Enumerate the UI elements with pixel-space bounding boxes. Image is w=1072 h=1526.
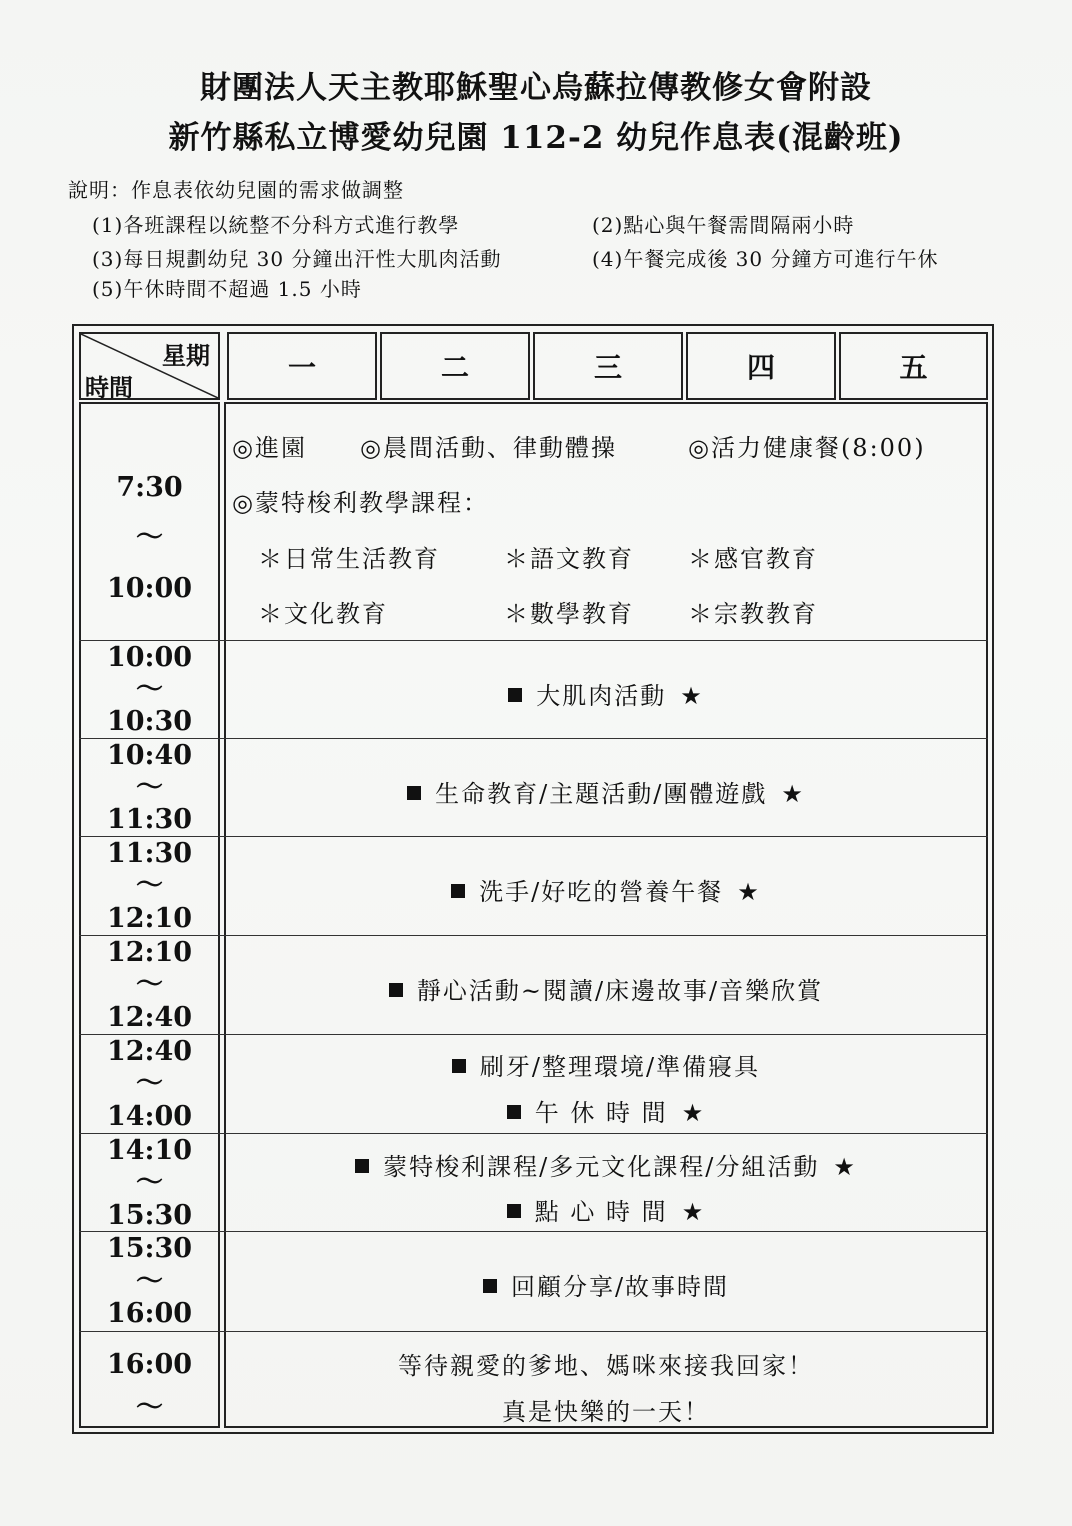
subject-item: ＊宗教教育 — [688, 600, 818, 628]
time-tilde: ～ — [136, 522, 163, 553]
square-bullet-icon — [483, 1279, 497, 1293]
time-end: 12:40 — [106, 1002, 193, 1033]
title-line-1: 財團法人天主教耶穌聖心烏蘇拉傳教修女會附設 — [200, 70, 872, 106]
time-tilde: ～ — [136, 674, 163, 705]
corner-header-cell — [79, 332, 220, 400]
square-bullet-icon — [452, 1059, 466, 1073]
day-header-mon: 一 — [227, 332, 377, 400]
activity-row — [224, 971, 988, 1006]
row-divider — [79, 1231, 988, 1232]
square-bullet-icon — [507, 1204, 521, 1218]
row-divider — [79, 1034, 988, 1035]
time-start: 12:40 — [106, 1036, 193, 1067]
square-bullet-icon — [355, 1159, 369, 1173]
row-divider — [79, 1133, 988, 1134]
row-divider — [79, 935, 988, 936]
activity-row — [224, 1047, 988, 1082]
square-bullet-icon — [508, 688, 522, 702]
day-header-fri: 五 — [839, 332, 988, 400]
time-end: 15:30 — [106, 1200, 193, 1231]
time-start: 15:30 — [106, 1233, 193, 1264]
time-tilde: ～ — [136, 1266, 163, 1297]
time-start: 11:30 — [106, 838, 193, 869]
row-divider — [79, 640, 988, 641]
time-end: 11:30 — [106, 804, 193, 835]
closing-message: 等待親愛的爹地、媽咪來接我回家！ — [398, 1352, 814, 1380]
time-start: 16:00 — [106, 1349, 193, 1380]
time-tilde: ～ — [136, 772, 163, 803]
corner-time-label: 時間 — [85, 373, 133, 402]
time-end: 14:00 — [106, 1101, 193, 1132]
time-start: 10:40 — [106, 740, 193, 771]
row-divider — [79, 1331, 988, 1332]
time-end: 10:30 — [106, 706, 193, 737]
time-end: 10:00 — [106, 573, 193, 604]
time-tilde: ～ — [136, 969, 163, 1000]
activity-row — [224, 1192, 988, 1227]
star-icon: ★ — [681, 1198, 706, 1226]
square-bullet-icon — [389, 983, 403, 997]
activity-row — [224, 774, 988, 809]
title-line-2: 新竹縣私立博愛幼兒園 112-2 幼兒作息表(混齡班) — [168, 120, 904, 156]
note-item: (2)點心與午餐需間隔兩小時 — [592, 213, 855, 237]
star-icon: ★ — [833, 1153, 857, 1181]
subject-item: ＊數學教育 — [504, 600, 634, 628]
subject-item: ＊日常生活教育 — [258, 545, 440, 573]
square-bullet-icon — [507, 1105, 521, 1119]
time-start: 12:10 — [106, 937, 193, 968]
corner-week-label: 星期 — [162, 341, 210, 370]
star-icon: ★ — [737, 878, 761, 906]
time-start: 7:30 — [116, 472, 183, 503]
row-divider — [79, 738, 988, 739]
day-header-thu: 四 — [686, 332, 836, 400]
time-end: 16:00 — [106, 1298, 193, 1329]
time-tilde: ～ — [136, 1392, 163, 1423]
activity-row — [224, 1093, 988, 1128]
day-header-wed: 三 — [533, 332, 683, 400]
activity-arrival: ◎進園 — [232, 434, 307, 462]
activity-row — [224, 676, 988, 711]
note-item: (4)午餐完成後 30 分鐘方可進行午休 — [592, 247, 939, 271]
time-tilde: ～ — [136, 1167, 163, 1198]
activity-label: 午 休 時 間 — [534, 1099, 668, 1127]
activity-label: 蒙特梭利課程/多元文化課程/分組活動 — [383, 1153, 820, 1181]
closing-message: 真是快樂的一天！ — [502, 1398, 710, 1426]
activity-label: 洗手/好吃的營養午餐 — [479, 878, 724, 906]
subject-item: ＊感官教育 — [688, 545, 818, 573]
subject-item: ＊文化教育 — [258, 600, 388, 628]
time-end: 12:10 — [106, 903, 193, 934]
activity-morning: ◎晨間活動、律動體操 — [360, 434, 617, 462]
time-start: 10:00 — [106, 642, 193, 673]
activity-label: 靜心活動~閱讀/床邊故事/音樂欣賞 — [416, 977, 824, 1005]
square-bullet-icon — [451, 884, 465, 898]
activity-label: 刷牙/整理環境/準備寢具 — [479, 1053, 761, 1081]
montessori-course-title: ◎蒙特梭利教學課程： — [232, 489, 489, 517]
activity-label: 點 心 時 間 — [534, 1198, 668, 1226]
star-icon: ★ — [781, 780, 805, 808]
subject-item: ＊語文教育 — [504, 545, 634, 573]
time-tilde: ～ — [136, 1068, 163, 1099]
note-item: (3)每日規劃幼兒 30 分鐘出汗性大肌肉活動 — [92, 247, 502, 271]
star-icon: ★ — [680, 682, 704, 710]
notes-intro: 說明：作息表依幼兒園的需求做調整 — [68, 178, 404, 202]
time-start: 14:10 — [106, 1135, 193, 1166]
activity-label: 大肌肉活動 — [536, 682, 667, 710]
time-tilde: ～ — [136, 870, 163, 901]
activity-breakfast: ◎活力健康餐(8:00) — [688, 434, 926, 462]
note-item: (5)午休時間不超過 1.5 小時 — [92, 277, 362, 301]
day-header-tue: 二 — [380, 332, 530, 400]
activity-label: 生命教育/主題活動/團體遊戲 — [435, 780, 768, 808]
activity-row — [224, 1267, 988, 1302]
activity-row — [224, 872, 988, 907]
activity-row — [224, 1147, 988, 1182]
note-item: (1)各班課程以統整不分科方式進行教學 — [92, 213, 460, 237]
activity-label: 回顧分享/故事時間 — [510, 1273, 730, 1301]
square-bullet-icon — [407, 786, 421, 800]
star-icon: ★ — [681, 1099, 706, 1127]
row-divider — [79, 836, 988, 837]
